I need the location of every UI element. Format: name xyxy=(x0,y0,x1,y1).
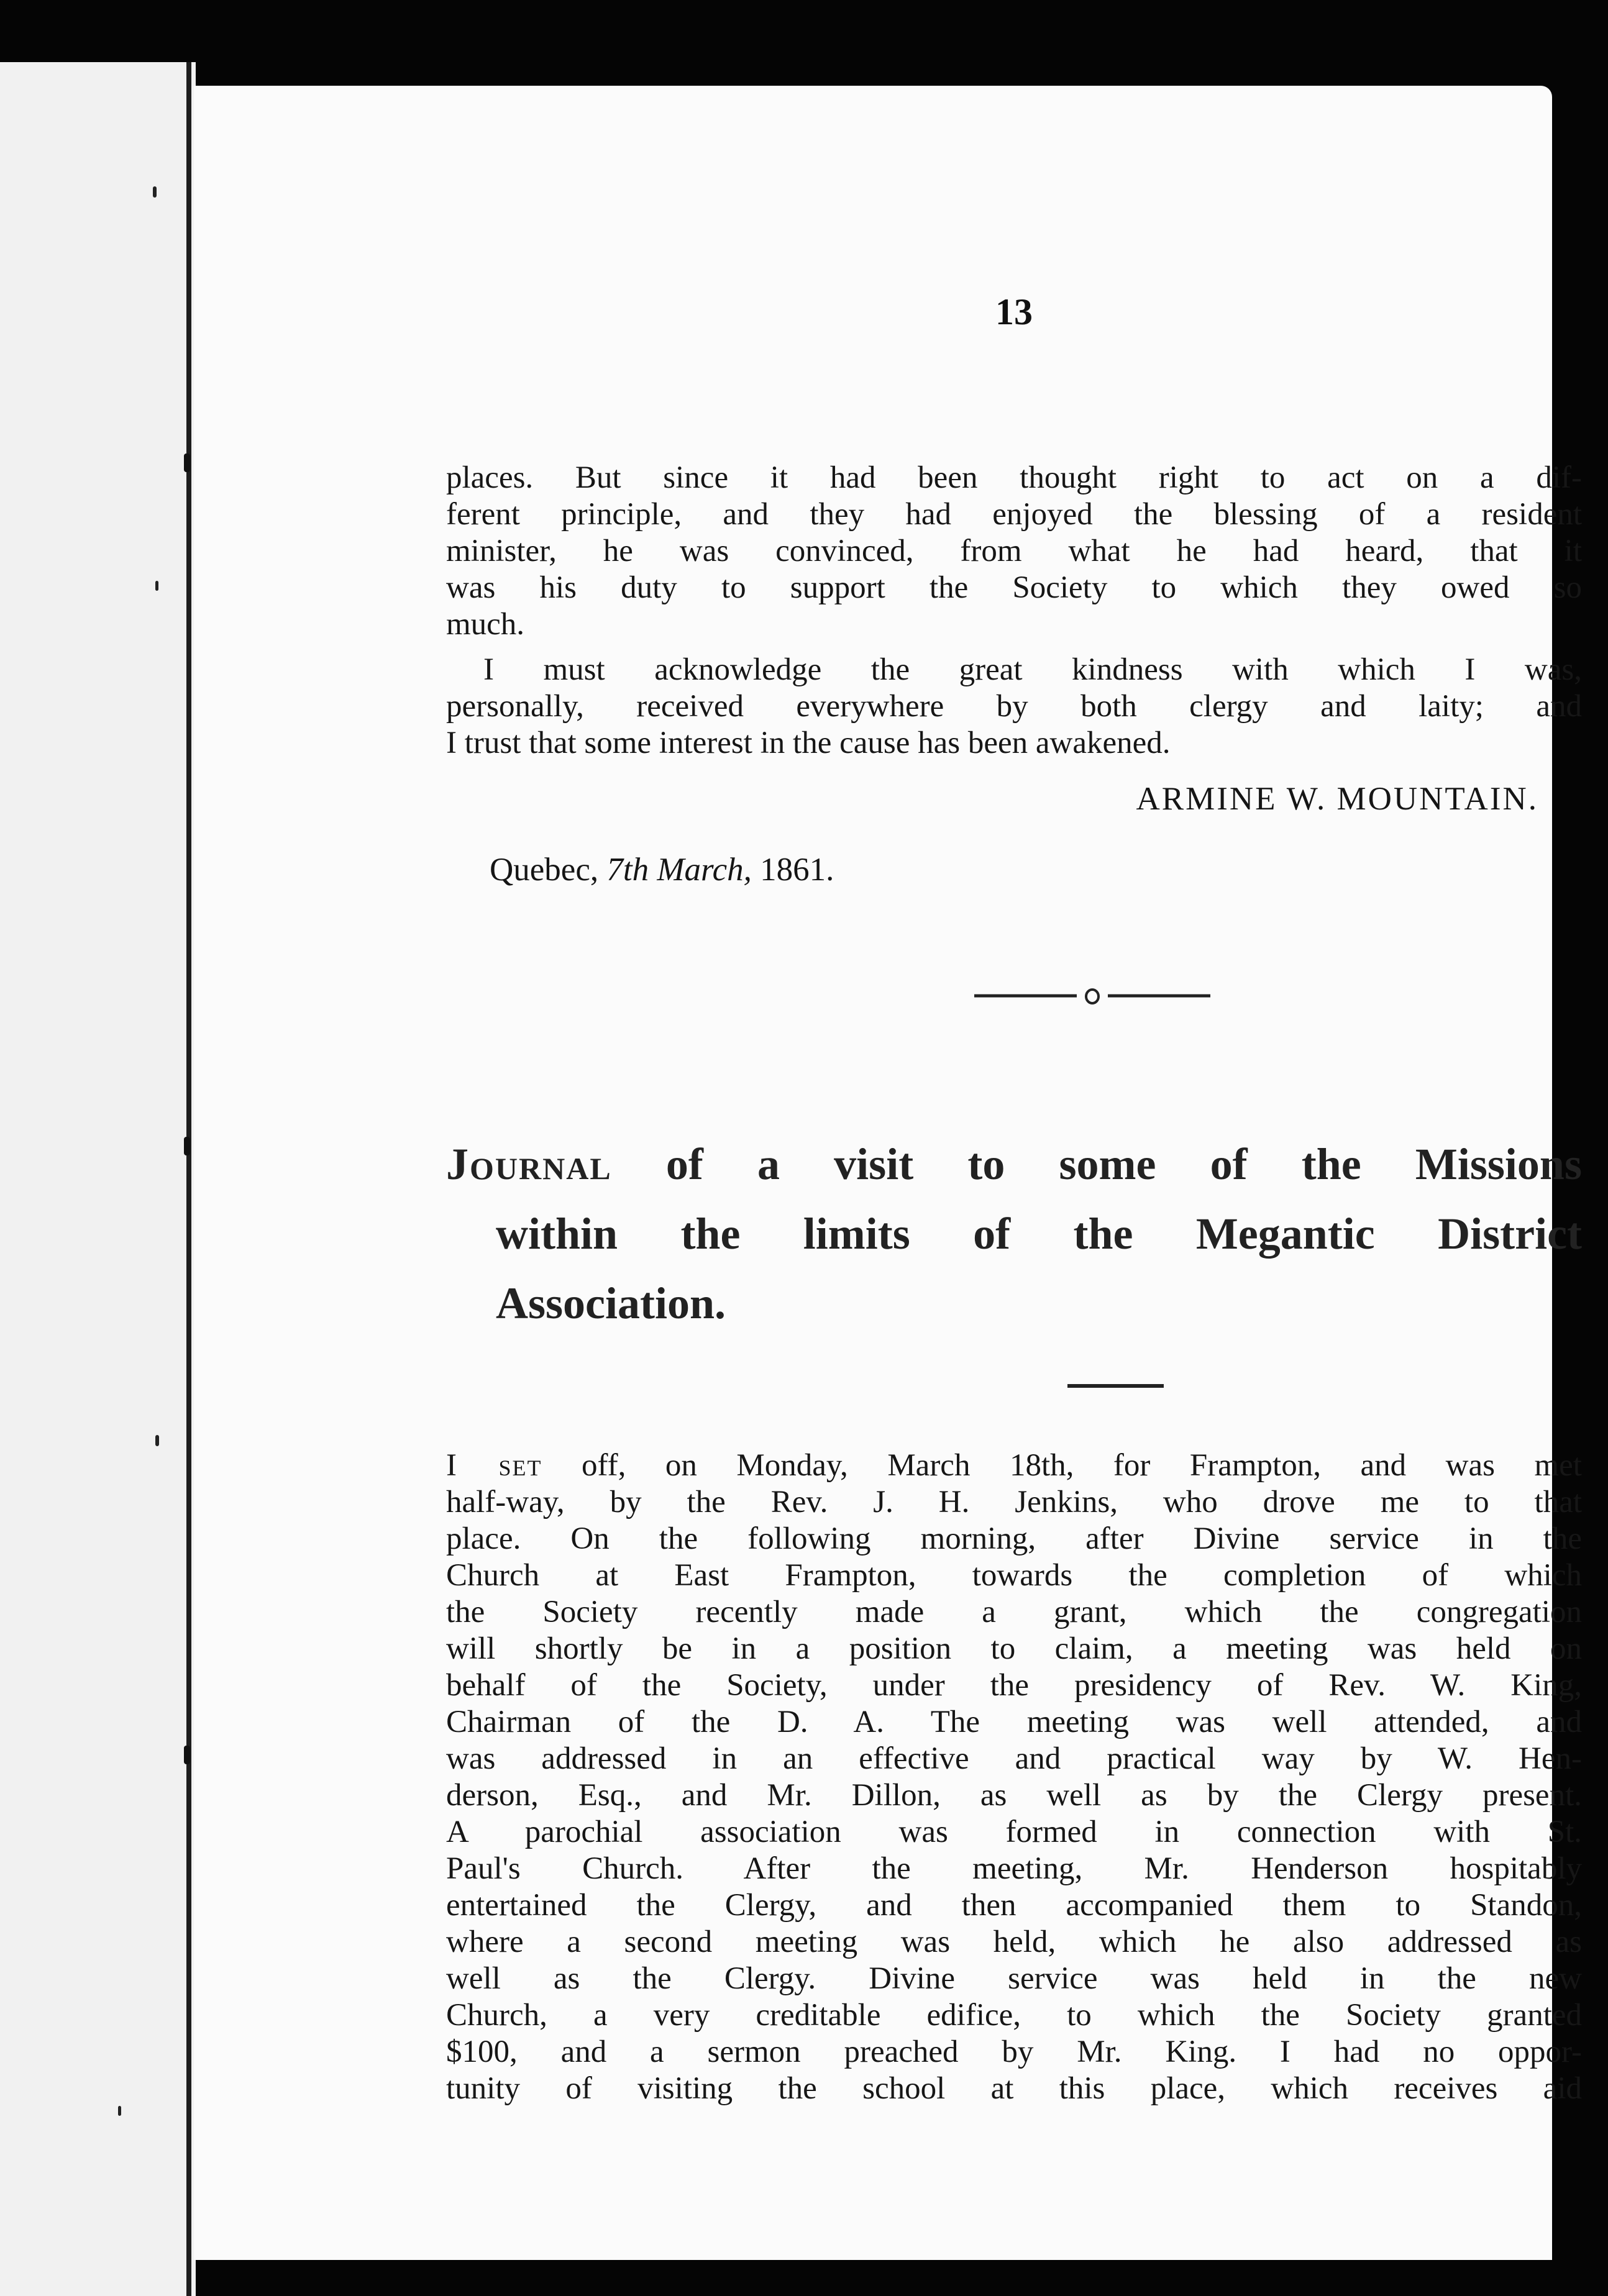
text-line: Chairman of the D. A. The meeting was well attended, and xyxy=(446,1705,1582,1739)
text-line: Paul's Church. After the meeting, Mr. Henderson hospitably xyxy=(446,1851,1582,1886)
text-line: much. xyxy=(446,607,525,642)
ink-speck xyxy=(118,2106,121,2116)
section-heading xyxy=(446,1129,1582,1338)
dateline-date: 7th March, xyxy=(606,852,752,888)
text-line: Church at East Frampton, towards the completion of which xyxy=(446,1558,1582,1593)
text-line: A parochial association was formed in connection with St. xyxy=(446,1815,1582,1849)
heading-line-3: Association. xyxy=(496,1278,726,1328)
signature: ARMINE W. MOUNTAIN. xyxy=(1136,781,1538,817)
spine-mark xyxy=(184,1137,190,1155)
ink-speck xyxy=(155,1435,159,1446)
spine-shadow xyxy=(186,62,191,2296)
dateline-place: Quebec, xyxy=(490,852,599,888)
text-line: half-way, by the Rev. J. H. Jenkins, who drove me to that xyxy=(446,1485,1582,1519)
intro-section xyxy=(446,460,1582,762)
heading-line-1-rest: of a visit to some of the Missions xyxy=(665,1139,1582,1189)
journal-section xyxy=(446,1447,1582,2107)
text-line: $100, and a sermon preached by Mr. King. I had no oppor- xyxy=(446,2034,1582,2069)
text-line xyxy=(446,1447,1582,1484)
book-page xyxy=(194,86,1582,2260)
text-line: where a second meeting was held, which he also addressed as xyxy=(446,1925,1582,1959)
journal-line-1-rest: off, on Monday, March 18th, for Frampton, and was met xyxy=(542,1448,1582,1483)
previous-page-edge xyxy=(0,62,196,2296)
text-line: Church, a very creditable edifice, to which the Society granted xyxy=(446,1998,1582,2033)
ink-speck xyxy=(155,581,158,591)
text-line: the Society recently made a grant, which the congregation xyxy=(446,1595,1582,1629)
dateline-year: 1861. xyxy=(760,852,834,888)
page-number: 13 xyxy=(995,291,1033,332)
heading-first-word: Journal xyxy=(446,1139,612,1189)
heading-line-2: within the limits of the Megantic District xyxy=(496,1209,1582,1259)
ink-speck xyxy=(153,186,157,198)
text-line: will shortly be in a position to claim, a meeting was held on xyxy=(446,1631,1582,1666)
text-line: place. On the following morning, after Divine service in the xyxy=(446,1521,1582,1556)
text-line: tunity of visiting the school at this place, which receives aid xyxy=(446,2071,1582,2106)
heading-line-1 xyxy=(446,1129,1582,1199)
short-rule xyxy=(1067,1384,1164,1388)
text-line: personally, received everywhere by both clergy and laity; and xyxy=(446,689,1582,724)
text-line: ferent principle, and they had enjoyed the blessing of a resident xyxy=(446,497,1582,532)
text-line: I trust that some interest in the cause has been awakened. xyxy=(446,726,1171,760)
text-line: places. But since it had been thought right to act on a dif- xyxy=(446,460,1582,495)
spine-mark xyxy=(184,453,190,472)
text-line: well as the Clergy. Divine service was held in the new xyxy=(446,1961,1582,1996)
text-line: derson, Esq., and Mr. Dillon, as well as by the Clergy present. xyxy=(446,1778,1582,1813)
text-line: behalf of the Society, under the presidency of Rev. W. King, xyxy=(446,1668,1582,1703)
section-divider-ornament xyxy=(974,986,1210,1005)
dateline xyxy=(490,851,834,888)
spine-mark xyxy=(184,1746,190,1764)
text-line: was his duty to support the Society to which they owed so xyxy=(446,570,1582,605)
journal-lead: I set xyxy=(446,1448,542,1483)
text-line: entertained the Clergy, and then accompanied them to Standon, xyxy=(446,1888,1582,1923)
text-line: I must acknowledge the great kindness with which I was, xyxy=(483,652,1582,687)
text-line: was addressed in an effective and practical way by W. Hen- xyxy=(446,1741,1582,1776)
text-line: minister, he was convinced, from what he had heard, that it xyxy=(446,534,1582,568)
